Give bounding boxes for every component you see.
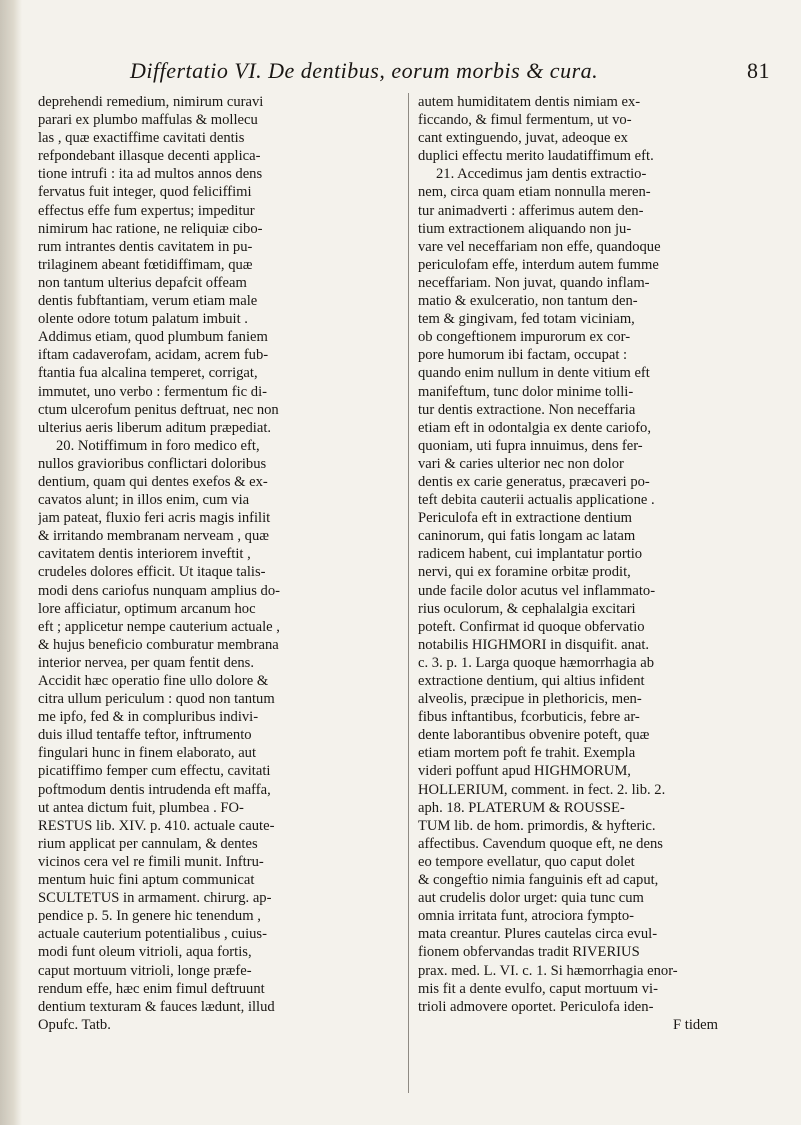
text-line: 21. Accedimus jam dentis extractio- [436, 166, 647, 183]
text-line: rum intrantes dentis cavitatem in pu- [38, 238, 253, 255]
text-line: videri poffunt apud HIGHMORUM, [418, 763, 631, 780]
text-line: HOLLERIUM, comment. in fect. 2. lib. 2. [418, 781, 666, 798]
text-line: tem & gingivam, fed totam viciniam, [418, 311, 635, 328]
text-line: me ipfo, fed & in compluribus indivi- [38, 709, 259, 726]
text-line: etiam mortem poft fe trahit. Exempla [418, 745, 636, 762]
text-line: interior nervea, per quam fentit dens. [38, 654, 254, 671]
text-line: notabilis HIGHMORI in disquifit. anat. [418, 636, 650, 653]
text-line: ulterius aeris liberum aditum præpediat. [38, 419, 272, 436]
text-line: etiam eft in odontalgia ex dente cariofo, [418, 419, 652, 436]
text-line: trilaginem abeant fœtidiffimam, quæ [38, 256, 253, 273]
text-line: & irritando membranam nerveam , quæ [38, 528, 269, 545]
left-text-column [38, 93, 398, 1034]
text-line: 20. Notiffimum in foro medico eft, [56, 437, 260, 454]
text-line: teft debita cauterii actualis applicatione . [418, 492, 655, 509]
text-line: cavitatem dentis interiorem inveftit , [38, 546, 251, 563]
text-line: extractione dentium, qui altius infident [418, 673, 645, 689]
text-line: aph. 18. PLATERUM & ROUSSE- [418, 799, 625, 816]
text-line: neceffariam. Non juvat, quando inflam- [418, 274, 650, 291]
text-line: poteft. Confirmat id quoque obfervatio [418, 618, 645, 635]
text-line: parari ex plumbo maffulas & mollecu [38, 112, 258, 129]
text-line: effectus effe fum expertus; impeditur [38, 202, 255, 219]
text-line: nullos gravioribus conflictari doloribus [38, 455, 267, 472]
text-line: fervatus fuit integer, quod feliciffimi [38, 184, 252, 201]
text-line: actuale cauterium potentialibus , cuius- [38, 926, 267, 943]
right-text-column [418, 93, 788, 1034]
text-line: duplici effectu merito laudatiffimum eft. [418, 148, 654, 165]
text-line: picatiffimo femper cum effectu, cavitati [38, 763, 271, 780]
text-line: iftam cadaverofam, acidam, acrem fub- [38, 347, 269, 364]
text-line: & hujus beneficio comburatur membrana [38, 636, 279, 653]
text-line: TUM lib. de hom. primordis, & hyfteric. [418, 817, 656, 834]
column-divider [408, 93, 409, 1093]
text-line: modi funt oleum vitrioli, aqua fortis, [38, 944, 252, 961]
text-line: caninorum, qui fatis longam ac latam [418, 528, 636, 545]
text-line: RESTUS lib. XIV. p. 410. actuale caute- [38, 817, 275, 834]
text-line: Addimus etiam, quod plumbum faniem [38, 329, 268, 346]
text-line: matio & exulceratio, non tantum den- [418, 293, 638, 310]
text-line: dente laborantibus obvenire poteft, quæ [418, 727, 650, 744]
text-line: trioli admovere oportet. Periculofa iden- [418, 998, 654, 1015]
text-line: tur dentis extractione. Non neceffaria [418, 401, 636, 418]
text-line: ftantia fua alcalina temperet, corrigat, [38, 365, 258, 382]
text-line: lore afficiatur, optimum arcanum hoc [38, 600, 256, 617]
page-gutter-shadow [0, 0, 22, 1125]
text-line: F tidem [673, 1016, 718, 1033]
text-line: cant extinguendo, juvat, adeoque ex [418, 130, 628, 147]
text-line: pore humorum ibi factam, occupat : [418, 347, 628, 364]
text-line: SCULTETUS in armament. chirurg. ap- [38, 890, 272, 907]
text-line: rium applicat per cannulam, & dentes [38, 835, 258, 852]
text-line: tione intrufi : ita ad multos annos dens [38, 166, 263, 183]
text-line: deprehendi remedium, nimirum curavi [38, 94, 264, 110]
text-line: periculofam effe, interdum autem fumme [418, 256, 659, 273]
text-line: ut antea dictum fuit, plumbea . FO- [38, 799, 244, 816]
text-line: pendice p. 5. In genere hic tenendum , [38, 908, 261, 925]
text-line: manifeftum, tunc dolor minime tolli- [418, 383, 634, 400]
text-line: Periculofa eft in extractione dentium [418, 510, 632, 527]
text-line: dentium, quam qui dentes exefos & ex- [38, 473, 268, 490]
text-line: vari & caries ulterior nec non dolor [418, 455, 624, 472]
text-line: duis illud tentaffe teftor, inftrumento [38, 727, 252, 744]
text-line: dentis fubftantiam, verum etiam male [38, 293, 258, 310]
text-line: c. 3. p. 1. Larga quoque hæmorrhagia ab [418, 654, 655, 671]
text-line: rendum effe, hæc enim fimul deftruunt [38, 980, 265, 997]
running-title: Differtatio VI. De dentibus, eorum morbis & cura. [130, 58, 599, 83]
text-line: aut crudelis dolor urget: quia tunc cum [418, 890, 644, 907]
text-line: tium extractionem aliquando non ju- [418, 220, 632, 237]
text-line: & congeftio nimia fanguinis eft ad caput, [418, 872, 659, 889]
text-line: modi dens cariofus nunquam amplius do- [38, 582, 280, 599]
text-line: omnia irritata funt, atrociora fympto- [418, 908, 634, 925]
text-line: quoniam, uti fupra innuimus, dens fer- [418, 437, 643, 454]
running-header [130, 58, 770, 90]
text-line: ob congeftionem impurorum ex cor- [418, 329, 631, 346]
text-line: dentium texturam & fauces lædunt, illud [38, 998, 275, 1015]
text-line: nem, circa quam etiam nonnulla meren- [418, 184, 651, 201]
text-line: cavatos alunt; in illos enim, cum via [38, 492, 250, 509]
text-line: ctum ulcerofum penitus deftruat, nec non [38, 401, 279, 418]
text-line: mentum huic fini aptum communicat [38, 872, 255, 889]
text-line: caput mortuum vitrioli, longe præfe- [38, 962, 252, 979]
text-line: prax. med. L. VI. c. 1. Si hæmorrhagia enor- [418, 962, 678, 979]
text-line: unde facile dolor acutus vel inflammato- [418, 582, 656, 599]
text-line: vare vel neceffariam non effe, quandoque [418, 238, 661, 255]
text-line: radicem habent, cui implantatur portio [418, 546, 643, 563]
text-line: las , quæ exactiffime cavitati dentis [38, 130, 245, 147]
page-number: 81 [747, 58, 770, 83]
text-line: eft ; applicetur nempe cauterium actuale , [38, 618, 280, 635]
text-line: quando enim nullum in dente vitium eft [418, 365, 650, 382]
text-line: Opufc. Tatb. [38, 1016, 111, 1033]
text-line: olente odore totum palatum imbuit . [38, 311, 248, 328]
text-line: refpondebant illasque decenti applica- [38, 148, 261, 165]
text-line: nervi, qui ex foramine orbitæ prodit, [418, 564, 631, 581]
text-line: nimirum hac ratione, ne reliquiæ cibo- [38, 220, 263, 237]
text-line: Accidit hæc operatio fine ullo dolore & [38, 673, 269, 689]
text-line: crudeles dolores efficit. Ut itaque talis- [38, 564, 266, 581]
text-line: autem humiditatem dentis nimiam ex- [418, 94, 641, 110]
text-line: poftmodum dentis intrudenda eft maffa, [38, 781, 271, 798]
text-line: rius oculorum, & cephalalgia excitari [418, 600, 636, 617]
text-line: affectibus. Cavendum quoque eft, ne dens [418, 835, 663, 852]
text-line: jam pateat, fluxio feri acris magis infilit [38, 510, 271, 527]
text-line: dentis ex carie generatus, præcaveri po- [418, 473, 650, 490]
text-line: mis fit a dente evulfo, caput mortuum vi- [418, 980, 658, 997]
text-line: ficcando, & fimul fermentum, ut vo- [418, 112, 632, 129]
text-line: fibus inftantibus, fcorbuticis, febre ar- [418, 709, 640, 726]
text-line: tur animadverti : afferimus autem den- [418, 202, 644, 219]
text-line: vicinos cera vel re fimili munit. Inftru- [38, 853, 264, 870]
text-line: mata creantur. Plures cautelas circa evul- [418, 926, 658, 943]
text-line: non tantum ulterius depafcit offeam [38, 274, 247, 291]
text-line: immutet, uno verbo : fermentum fic di- [38, 383, 267, 400]
text-line: eo tempore evellatur, quo caput dolet [418, 853, 635, 870]
text-line: citra ullum periculum : quod non tantum [38, 691, 275, 708]
text-line: alveolis, præcipue in plethoricis, men- [418, 691, 642, 708]
text-line: fingulari hunc in finem elaborato, aut [38, 745, 257, 762]
text-line: fionem obfervandas tradit RIVERIUS [418, 944, 640, 961]
